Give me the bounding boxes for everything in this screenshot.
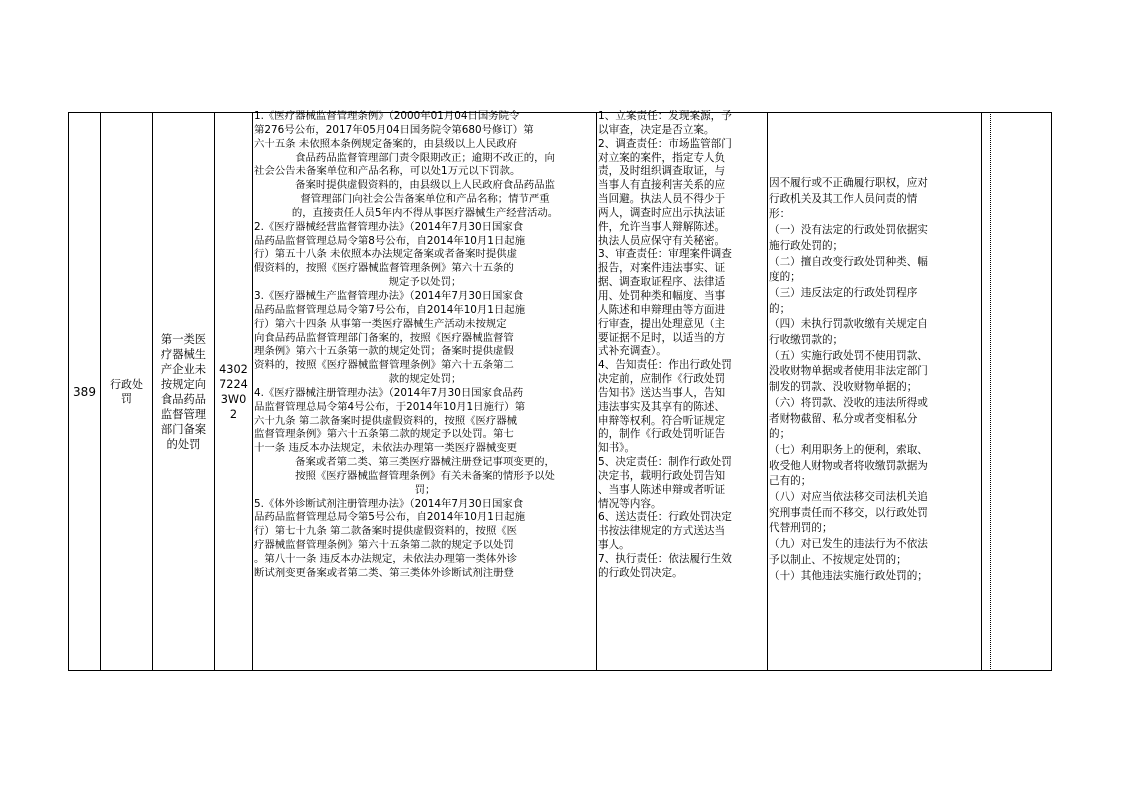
responsibility-line: 的，制作《行政处罚听证告	[598, 428, 726, 441]
legal-basis-line: 4.《医疗器械注册管理办法》（2014年7月30日国家食品药	[254, 386, 524, 399]
accountability-line: 者财物截留、私分或者变相私分	[769, 412, 918, 425]
legal-basis-line: 1.《医疗器械监督管理条例》（2000年01月04日国务院令	[254, 110, 520, 122]
legal-basis-line: 的，直接责任人员5年内不得从事医疗器械生产经营活动。	[291, 206, 559, 219]
item-code-line: 7224	[219, 377, 248, 391]
responsibility-line: 3、审查责任：审理案件调查	[598, 248, 732, 261]
legal-basis-line: 督管理部门向社会公告备案单位和产品名称；情节严重	[300, 193, 550, 206]
accountability-line: （三）违反法定的行政处罚程序	[769, 286, 918, 299]
accountability-line: （八）对应当依法移交司法机关追	[769, 491, 928, 504]
responsibility-line: 6、送达责任：行政处罚决定	[598, 511, 732, 524]
responsibility-line: 执法人员应保守有关秘密。	[598, 234, 726, 247]
legal-basis-line: 品监督管理总局令第4号公布，于2014年10月1日施行）第	[254, 400, 526, 413]
legal-basis-line: 行）第五十八条 未依照本办法规定备案或者备案时提供虚	[254, 248, 518, 261]
item-name: 第一类医疗器械生产企业未按规定向食品药品监督管理部门备案的处罚	[160, 332, 207, 451]
accountability-line: 行收缴罚款的；	[769, 334, 844, 347]
seq-number: 389	[73, 384, 96, 399]
legal-basis-line: 行）第七十九条 第二款备案时提供虚假资料的，按照《医	[254, 525, 518, 538]
accountability-line: （五）实施行政处罚不使用罚款、	[769, 349, 928, 362]
responsibility-line: 据、调查取证程序、法律适	[598, 276, 726, 289]
legal-basis-line: 资料的，按照《医疗器械监督管理条例》第六十五条第二	[254, 359, 514, 372]
responsibility-line: 情况等内容。	[598, 497, 662, 510]
accountability-line: （四）未执行罚款收缴有关规定自	[769, 318, 928, 331]
responsibility-line: 2、调查责任：市场监管部门	[598, 137, 732, 150]
responsibility-line: 书按法律规定的方式送达当	[598, 525, 726, 538]
responsibility-line: 决定书，载明行政处罚告知	[598, 469, 726, 482]
responsibility-line: 行审查，提出处理意见（主	[598, 317, 726, 330]
responsibility-line: 要证据不足时，以适当的方	[598, 331, 726, 344]
accountability-line: （十）其他违法实施行政处罚的；	[769, 569, 928, 582]
item-code-cell	[215, 113, 252, 670]
column-divider	[596, 112, 597, 671]
responsibility-line: 、当事人陈述申辩或者听证	[598, 483, 726, 496]
legal-basis-line: 六十九条 第二款备案时提供虚假资料的，按照《医疗器械	[254, 414, 518, 427]
legal-basis-line: 品药品监督管理总局令第7号公布，自2014年10月1日起施	[254, 303, 526, 316]
seq-number-cell	[69, 113, 100, 670]
legal-basis-line: 十一条 违反本办法规定，未依法办理第一类医疗器械变更	[254, 442, 518, 455]
accountability-line: 己有的；	[769, 475, 812, 488]
legal-basis-line: 罚；	[414, 483, 436, 496]
legal-basis-line: 规定予以处罚；	[388, 276, 462, 289]
responsibility-line: 对立案的案件，指定专人负	[598, 151, 726, 164]
accountability-line: 制发的罚款、没收财物单据的；	[769, 381, 918, 394]
legal-basis-line: 。第八十一条 违反本办法规定，未依法办理第一类体外诊	[254, 553, 518, 565]
legal-basis-line: 假资料的，按照《医疗器械监督管理条例》第六十五条的	[254, 262, 514, 275]
responsibility-line: 的行政处罚决定。	[598, 566, 683, 579]
legal-basis-line: 理条例》第六十五条第一款的规定处罚；备案时提供虚假	[254, 345, 514, 358]
responsibility-line: 责，及时组织调查取证，与	[598, 165, 726, 178]
responsibility-line: 当事人有直接利害关系的应	[598, 179, 726, 192]
responsibility-line: 件，允许当事人辩解陈述。	[598, 220, 726, 233]
accountability-line: 施行政处罚的；	[769, 239, 844, 252]
accountability-line: 的；	[769, 302, 791, 315]
legal-basis-line: 2.《医疗器械经营监督管理办法》（2014年7月30日国家食	[254, 220, 524, 233]
item-name-cell	[153, 113, 214, 670]
legal-basis-line: 断试剂变更备案或者第二类、第三类体外诊断试剂注册登	[254, 566, 514, 579]
responsibility-line: 1、立案责任：发现案源，予	[598, 110, 732, 122]
legal-basis-line: 3.《医疗器械生产监督管理办法》（2014年7月30日国家食	[254, 289, 524, 302]
accountability-line: 予以制止、不按规定处罚的；	[769, 553, 907, 566]
responsibility-line: 人陈述和申辩理由等方面进	[598, 303, 726, 316]
category-text: 行政处罚	[110, 377, 143, 405]
legal-basis-line: 备案时提供虚假资料的，由县级以上人民政府食品药品监	[295, 179, 555, 192]
column-divider	[252, 112, 253, 671]
responsibility-cell	[598, 110, 767, 671]
accountability-line: 究刑事责任而不移交，以行政处罚	[769, 506, 928, 519]
legal-basis-line: 疗器械监督管理条例》第六十五条第二款的规定予以处罚	[254, 539, 514, 552]
responsibility-line: 违法事实及其享有的陈述、	[598, 400, 726, 413]
accountability-cell	[769, 176, 981, 616]
accountability-line: 度的；	[769, 271, 801, 284]
legal-basis-line: 向食品药品监督管理部门备案的，按照《医疗器械监督管	[254, 331, 514, 344]
remarks-cell	[982, 113, 990, 670]
responsibility-line: 当回避。执法人员不得少于	[598, 193, 726, 206]
legal-basis-line: 品药品监督管理总局令第5号公布，自2014年10月1日起施	[254, 511, 526, 524]
legal-basis-line: 六十五条 未依照本条例规定备案的，由县级以上人民政府	[254, 137, 518, 150]
legal-basis-line: 品药品监督管理总局令第8号公布，自2014年10月1日起施	[254, 234, 526, 247]
accountability-line: 因不履行或不正确履行职权，应对	[769, 177, 928, 189]
accountability-line: （九）对已发生的违法行为不依法	[769, 538, 928, 551]
responsibility-line: 事人。	[598, 539, 630, 552]
accountability-line: （七）利用职务上的便利，索取、	[769, 443, 928, 456]
accountability-line: （一）没有法定的行政处罚依据实	[769, 224, 928, 237]
column-divider-dotted	[990, 112, 991, 671]
item-code-line: 4302	[219, 362, 248, 376]
accountability-line: （二）擅自改变行政处罚种类、幅	[769, 255, 928, 268]
item-code-line: 2	[229, 407, 238, 421]
legal-basis-line: 按照《医疗器械监督管理条例》有关未备案的情形予以处	[295, 469, 555, 482]
accountability-line: 行政机关及其工作人员问责的情	[769, 192, 918, 205]
accountability-line: 代替刑罚的；	[769, 522, 833, 535]
responsibility-line: 报告，对案件违法事实、证	[598, 262, 726, 275]
accountability-line: （六）将罚款、没收的违法所得或	[769, 396, 928, 409]
accountability-line: 收受他人财物或者将收缴罚款据为	[769, 459, 928, 472]
item-code-line: 3W0	[220, 392, 247, 406]
legal-basis-line: 社会公告未备案单位和产品名称，可以处1万元以下罚款。	[254, 165, 521, 178]
responsibility-line: 4、告知责任：作出行政处罚	[598, 359, 732, 372]
responsibility-line: 以审查，决定是否立案。	[598, 123, 715, 136]
responsibility-line: 决定前，应制作《行政处罚	[598, 373, 726, 386]
legal-basis-line: 5.《体外诊断试剂注册管理办法》（2014年7月30日国家食	[254, 497, 524, 510]
responsibility-line: 申辩等权利。符合听证规定	[598, 414, 726, 427]
column-divider	[767, 112, 768, 671]
accountability-line: 没收财物单据或者使用非法定部门	[769, 365, 928, 378]
accountability-line: 的；	[769, 428, 791, 441]
legal-basis-line: 款的规定处罚；	[388, 373, 462, 386]
legal-basis-line: 监督管理条例》第六十五条第二款的规定予以处罚。第七	[254, 428, 514, 441]
category-cell	[101, 113, 152, 670]
responsibility-line: 两人，调查时应出示执法证	[598, 206, 726, 219]
legal-basis-line: 行）第六十四条 从事第一类医疗器械生产活动未按规定	[254, 317, 507, 330]
legal-basis-line: 备案或者第二类、第三类医疗器械注册登记事项变更的，	[295, 456, 555, 469]
responsibility-line: 7、执行责任：依法履行生效	[598, 553, 732, 565]
responsibility-line: 式补充调查）。	[598, 345, 667, 358]
responsibility-line: 告知书》送达当事人，告知	[598, 386, 726, 399]
legal-basis-cell	[254, 110, 596, 671]
responsibility-line: 知书》。	[598, 442, 636, 455]
legal-basis-line: 食品药品监督管理部门责令限期改正；逾期不改正的，向	[295, 151, 555, 164]
responsibility-line: 用、处罚种类和幅度、当事	[598, 289, 726, 302]
accountability-line: 形：	[769, 208, 791, 221]
legal-basis-line: 第276号公布，2017年05月04日国务院令第680号修订）第	[254, 123, 534, 136]
responsibility-line: 5、决定责任：制作行政处罚	[598, 456, 732, 469]
item-code	[219, 362, 248, 422]
